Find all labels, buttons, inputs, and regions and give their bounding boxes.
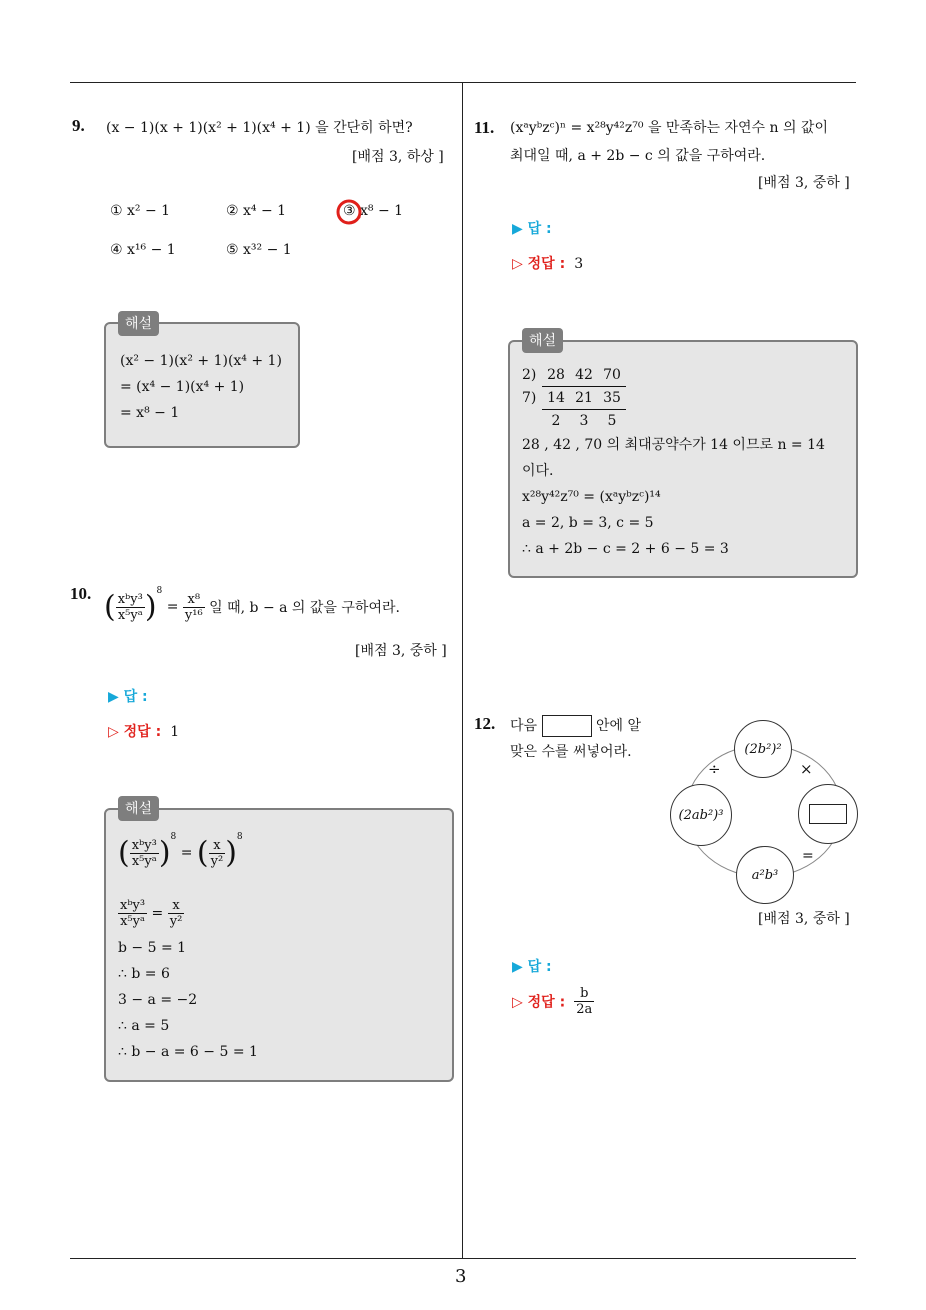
q11-text-line1: (xᵃyᵇzᶜ)ⁿ = x²⁸y⁴²z⁷⁰ 을 만족하는 자연수 n 의 값이 (510, 120, 828, 136)
q9-number: 9. (72, 116, 85, 135)
q11-div-cell: 21 (575, 390, 593, 406)
q12-meta: [배점 3, 중하 ] (758, 911, 850, 927)
q10-text: ( $\frac{\text{xᵇy³}}{\text{x⁵yᵃ}}$ )$^8$ = $\frac{\text{x⁸}}{\text{y¹⁶}}$ 일 때, b − a 의 값을 구하여라. (104, 586, 400, 625)
q9-meta: [배점 3, 하상 ] (352, 149, 444, 165)
q11-div-cell: 2) (522, 367, 537, 383)
q12-correct-den: 2a (576, 1002, 593, 1017)
q11-div-cell: 70 (603, 367, 621, 383)
q10-sol-l2-den: x⁵yᵃ (120, 914, 145, 929)
q9-choice-1[interactable]: ① x² − 1 (110, 203, 171, 219)
q10-correct-label: ▷ 정답 : (108, 724, 162, 740)
q12-correct-label: ▷ 정답 : (512, 994, 566, 1011)
q10-rhs-den: y¹⁶ (184, 607, 203, 623)
q10-sol-exp: 8 (170, 832, 177, 842)
q11-div-cell: 14 (547, 390, 565, 406)
q12-answer-label: ▶ 답 : (512, 959, 552, 975)
q12-correct (512, 986, 594, 1017)
q11-solution-line: 28 , 42 , 70 의 최대공약수가 14 이므로 n = 14 (522, 437, 825, 453)
q10-sol-l1-num: xᵇy³ (131, 837, 157, 853)
q10-solution-tag: 해설 (118, 796, 159, 821)
q12-blank-box (542, 715, 592, 737)
q10-lhs-num: xᵇy³ (117, 591, 143, 607)
q12-node-blank (809, 804, 847, 824)
q9-choice-2[interactable]: ② x⁴ − 1 (226, 203, 287, 219)
q10-solution-line: ∴ b − a = 6 − 5 = 1 (118, 1044, 258, 1060)
q11-div-row (522, 364, 626, 387)
q9-choice-5[interactable]: ⑤ x³² − 1 (226, 242, 292, 258)
q10-correct (108, 721, 179, 741)
q11-solution-tag: 해설 (522, 328, 563, 353)
q9-solution-line: (x² − 1)(x² + 1)(x⁴ + 1) (120, 353, 282, 369)
q10-text-tail: 일 때, b − a 의 값을 구하여라. (209, 600, 400, 616)
q11-correct (512, 253, 583, 273)
q11-division-table (522, 364, 626, 433)
q10-sol-l2-rden: y² (169, 914, 183, 929)
q11-div-cell: 28 (547, 367, 565, 383)
q11-solution-box (508, 340, 858, 578)
q12-text-line1 (510, 712, 641, 740)
top-rule (70, 82, 856, 83)
q9-text: (x − 1)(x + 1)(x² + 1)(x⁴ + 1) 을 간단히 하면? (106, 120, 413, 136)
q10-solution-line1: ( $\frac{\text{xᵇy³}}{\text{x⁵yᵃ}}$ )$^8$ = ( $\frac{x}{\text{y²}}$ )$^8$ (118, 832, 243, 871)
q12-op-divide: ÷ (708, 760, 721, 778)
q12-node-bottom: a²b³ (736, 846, 794, 904)
q11-text-line2: 최대일 때, a + 2b − c 의 값을 구하여라. (510, 148, 766, 164)
q10-exponent: 8 (156, 586, 163, 596)
q12-correct-fraction (574, 986, 594, 1017)
column-divider (462, 82, 463, 1258)
q11-div-cell: 35 (603, 390, 621, 406)
q11-correct-label: ▷ 정답 : (512, 256, 566, 272)
q9-solution-tag: 해설 (118, 311, 159, 336)
q11-div-cell: 7) (522, 390, 537, 406)
q11-meta: [배점 3, 중하 ] (758, 175, 850, 191)
q11-answer-label: ▶ 답 : (512, 221, 552, 237)
q12-text-line2: 맞은 수를 써넣어라. (510, 744, 632, 760)
q11-div-cell: 2 (551, 413, 561, 429)
q10-sol-l1-rnum: x (209, 838, 226, 854)
q10-solution-box (104, 808, 454, 1082)
q12-node-right (798, 784, 858, 844)
q10-sol-l2-num: xᵇy³ (120, 898, 146, 913)
q10-lhs-den: x⁵yᵃ (117, 607, 143, 623)
q10-number: 10. (70, 584, 92, 603)
q11-div-cell: 3 (579, 413, 589, 429)
bottom-rule (70, 1258, 856, 1259)
q10-sol-l2-rnum: x (168, 898, 185, 914)
q11-div-row (522, 387, 626, 410)
q11-solution-line: x²⁸y⁴²z⁷⁰ = (xᵃyᵇzᶜ)¹⁴ (522, 489, 661, 505)
q12-text-a: 다음 (510, 718, 538, 734)
q12-op-multiply: × (800, 760, 813, 778)
q11-solution-line: a = 2, b = 3, c = 5 (522, 515, 654, 531)
q9-choice-3[interactable]: ③ x⁸ − 1 (343, 203, 404, 219)
q12-text-b: 안에 알 (595, 718, 641, 734)
q9-solution-line: = (x⁴ − 1)(x⁴ + 1) (120, 379, 245, 395)
q11-div-cell: 5 (607, 413, 617, 429)
q10-meta: [배점 3, 중하 ] (355, 643, 447, 659)
q10-solution-line: b − 5 = 1 (118, 940, 187, 956)
q11-correct-value: 3 (574, 256, 584, 272)
q11-number: 11. (474, 118, 495, 137)
q10-lhs-fraction (116, 592, 145, 623)
page-number: 3 (455, 1266, 467, 1287)
q10-sol-l1-rden: y² (210, 853, 224, 869)
q10-solution-line: ∴ a = 5 (118, 1018, 170, 1034)
q11-div-cell (522, 410, 542, 433)
q9-solution-line: = x⁸ − 1 (120, 405, 180, 421)
q10-solution-line: ∴ b = 6 (118, 966, 170, 982)
q11-div-row (522, 410, 626, 433)
q12-op-equals: = (802, 848, 814, 864)
q11-solution-line: ∴ a + 2b − c = 2 + 6 − 5 = 3 (522, 541, 729, 557)
q10-rhs-fraction (183, 592, 205, 623)
q10-sol-exp-2: 8 (236, 832, 243, 842)
q11-div-cell: 42 (575, 367, 593, 383)
q12-correct-num: b (574, 986, 594, 1002)
q10-rhs-num: x⁸ (183, 592, 205, 608)
q10-solution-line2: $\frac{\text{xᵇy³}}{\text{x⁵yᵃ}}$ = $\frac{x}{\text{y²}}$ (120, 898, 183, 929)
q11-solution-line: 이다. (522, 463, 554, 479)
q10-answer-label: ▶ 답 : (108, 689, 148, 705)
q10-sol-l1-den: x⁵yᵃ (131, 853, 157, 869)
q12-node-left: (2ab²)³ (670, 784, 732, 846)
q9-solution-box (104, 322, 300, 448)
q12-number: 12. (474, 714, 496, 733)
q10-correct-value: 1 (170, 724, 180, 740)
q12-node-top: (2b²)² (734, 720, 792, 778)
q9-choice-4[interactable]: ④ x¹⁶ − 1 (110, 242, 176, 258)
q9-selected-mark-icon (334, 197, 364, 227)
q10-solution-line: 3 − a = −2 (118, 992, 198, 1008)
